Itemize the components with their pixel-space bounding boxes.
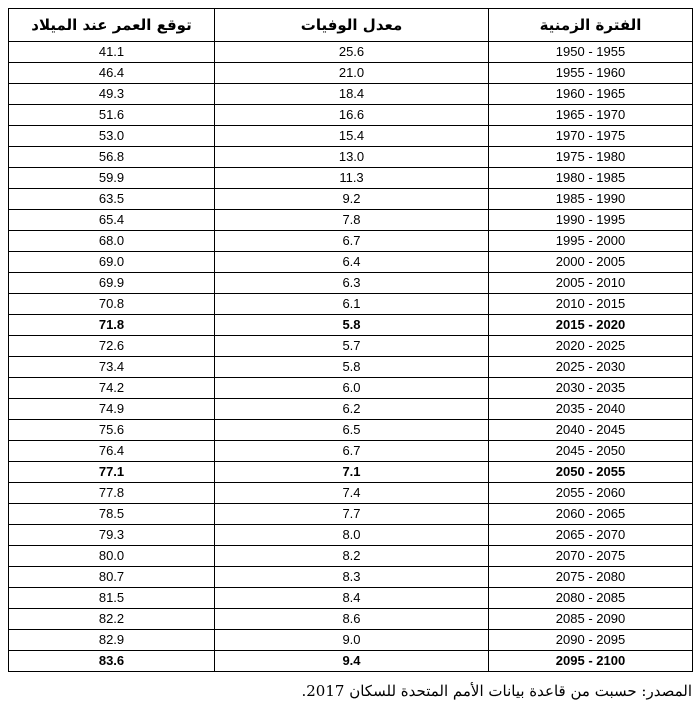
mortality-rate-cell: 13.0 bbox=[215, 147, 489, 168]
table-row bbox=[9, 462, 693, 483]
period-cell: 2005 - 2010 bbox=[489, 273, 693, 294]
mortality-rate-cell: 6.5 bbox=[215, 420, 489, 441]
life-expectancy-cell: 80.7 bbox=[9, 567, 215, 588]
table-row bbox=[9, 315, 693, 336]
life-expectancy-cell: 69.9 bbox=[9, 273, 215, 294]
life-expectancy-cell: 81.5 bbox=[9, 588, 215, 609]
period-cell: 2060 - 2065 bbox=[489, 504, 693, 525]
period-cell: 2080 - 2085 bbox=[489, 588, 693, 609]
table-row bbox=[9, 651, 693, 672]
life-expectancy-cell: 68.0 bbox=[9, 231, 215, 252]
period-cell: 1965 - 1970 bbox=[489, 105, 693, 126]
mortality-rate-cell: 6.7 bbox=[215, 231, 489, 252]
life-expectancy-cell: 71.8 bbox=[9, 315, 215, 336]
life-expectancy-cell: 41.1 bbox=[9, 42, 215, 63]
table-row bbox=[9, 483, 693, 504]
table-row bbox=[9, 273, 693, 294]
period-cell: 2070 - 2075 bbox=[489, 546, 693, 567]
mortality-rate-cell: 6.0 bbox=[215, 378, 489, 399]
period-cell: 2090 - 2095 bbox=[489, 630, 693, 651]
period-cell: 1980 - 1985 bbox=[489, 168, 693, 189]
mortality-rate-cell: 6.2 bbox=[215, 399, 489, 420]
mortality-rate-cell: 8.4 bbox=[215, 588, 489, 609]
period-cell: 2030 - 2035 bbox=[489, 378, 693, 399]
life-expectancy-cell: 49.3 bbox=[9, 84, 215, 105]
life-expectancy-cell: 78.5 bbox=[9, 504, 215, 525]
life-expectancy-cell: 77.1 bbox=[9, 462, 215, 483]
mortality-rate-cell: 8.0 bbox=[215, 525, 489, 546]
mortality-rate-cell: 7.1 bbox=[215, 462, 489, 483]
table-row bbox=[9, 168, 693, 189]
mortality-rate-cell: 6.7 bbox=[215, 441, 489, 462]
mortality-rate-cell: 9.4 bbox=[215, 651, 489, 672]
table-row bbox=[9, 336, 693, 357]
period-cell: 2020 - 2025 bbox=[489, 336, 693, 357]
life-expectancy-cell: 72.6 bbox=[9, 336, 215, 357]
source-note: المصدر: حسبت من قاعدة بيانات الأمم المتحدة للسكان 2017. bbox=[301, 682, 692, 700]
period-cell: 2015 - 2020 bbox=[489, 315, 693, 336]
life-expectancy-cell: 46.4 bbox=[9, 63, 215, 84]
mortality-rate-cell: 6.3 bbox=[215, 273, 489, 294]
table-header-row bbox=[9, 9, 693, 42]
table-row bbox=[9, 210, 693, 231]
mortality-rate-cell: 11.3 bbox=[215, 168, 489, 189]
life-expectancy-cell: 59.9 bbox=[9, 168, 215, 189]
life-expectancy-cell: 82.2 bbox=[9, 609, 215, 630]
life-expectancy-cell: 51.6 bbox=[9, 105, 215, 126]
period-cell: 2065 - 2070 bbox=[489, 525, 693, 546]
header-period: الفترة الزمنية bbox=[489, 9, 693, 42]
table-row bbox=[9, 294, 693, 315]
mortality-rate-cell: 7.8 bbox=[215, 210, 489, 231]
mortality-rate-cell: 16.6 bbox=[215, 105, 489, 126]
table-row bbox=[9, 147, 693, 168]
mortality-rate-cell: 18.4 bbox=[215, 84, 489, 105]
life-expectancy-cell: 63.5 bbox=[9, 189, 215, 210]
period-cell: 2000 - 2005 bbox=[489, 252, 693, 273]
table-row bbox=[9, 357, 693, 378]
table-row bbox=[9, 504, 693, 525]
mortality-rate-cell: 21.0 bbox=[215, 63, 489, 84]
data-table-container bbox=[8, 8, 692, 672]
life-expectancy-cell: 69.0 bbox=[9, 252, 215, 273]
table-body bbox=[9, 42, 693, 672]
table-row bbox=[9, 441, 693, 462]
period-cell: 1970 - 1975 bbox=[489, 126, 693, 147]
table-row bbox=[9, 525, 693, 546]
mortality-rate-cell: 5.8 bbox=[215, 315, 489, 336]
table-row bbox=[9, 189, 693, 210]
period-cell: 2075 - 2080 bbox=[489, 567, 693, 588]
table-row bbox=[9, 399, 693, 420]
period-cell: 2045 - 2050 bbox=[489, 441, 693, 462]
period-cell: 2035 - 2040 bbox=[489, 399, 693, 420]
table-row bbox=[9, 588, 693, 609]
mortality-rate-cell: 25.6 bbox=[215, 42, 489, 63]
table-row bbox=[9, 252, 693, 273]
header-life-expectancy: توقع العمر عند الميلاد bbox=[9, 9, 215, 42]
mortality-rate-cell: 9.0 bbox=[215, 630, 489, 651]
mortality-rate-cell: 9.2 bbox=[215, 189, 489, 210]
table-row bbox=[9, 42, 693, 63]
table-row bbox=[9, 378, 693, 399]
mortality-rate-cell: 6.1 bbox=[215, 294, 489, 315]
life-expectancy-cell: 65.4 bbox=[9, 210, 215, 231]
table-row bbox=[9, 63, 693, 84]
period-cell: 1950 - 1955 bbox=[489, 42, 693, 63]
table-row bbox=[9, 126, 693, 147]
period-cell: 1975 - 1980 bbox=[489, 147, 693, 168]
table-row bbox=[9, 105, 693, 126]
table-row bbox=[9, 420, 693, 441]
life-expectancy-cell: 70.8 bbox=[9, 294, 215, 315]
life-expectancy-cell: 74.2 bbox=[9, 378, 215, 399]
life-expectancy-cell: 74.9 bbox=[9, 399, 215, 420]
period-cell: 2050 - 2055 bbox=[489, 462, 693, 483]
period-cell: 2085 - 2090 bbox=[489, 609, 693, 630]
period-cell: 2055 - 2060 bbox=[489, 483, 693, 504]
table-row bbox=[9, 630, 693, 651]
table-row bbox=[9, 546, 693, 567]
period-cell: 2010 - 2015 bbox=[489, 294, 693, 315]
table-row bbox=[9, 567, 693, 588]
table-row bbox=[9, 84, 693, 105]
table-row bbox=[9, 609, 693, 630]
life-expectancy-cell: 75.6 bbox=[9, 420, 215, 441]
life-expectancy-cell: 53.0 bbox=[9, 126, 215, 147]
life-expectancy-cell: 73.4 bbox=[9, 357, 215, 378]
mortality-rate-cell: 15.4 bbox=[215, 126, 489, 147]
mortality-rate-cell: 8.6 bbox=[215, 609, 489, 630]
mortality-rate-cell: 5.7 bbox=[215, 336, 489, 357]
mortality-rate-cell: 7.4 bbox=[215, 483, 489, 504]
mortality-rate-cell: 6.4 bbox=[215, 252, 489, 273]
mortality-rate-cell: 7.7 bbox=[215, 504, 489, 525]
mortality-life-expectancy-table bbox=[8, 8, 693, 672]
mortality-rate-cell: 5.8 bbox=[215, 357, 489, 378]
life-expectancy-cell: 79.3 bbox=[9, 525, 215, 546]
life-expectancy-cell: 56.8 bbox=[9, 147, 215, 168]
life-expectancy-cell: 83.6 bbox=[9, 651, 215, 672]
life-expectancy-cell: 82.9 bbox=[9, 630, 215, 651]
life-expectancy-cell: 77.8 bbox=[9, 483, 215, 504]
header-mortality-rate: معدل الوفيات bbox=[215, 9, 489, 42]
period-cell: 1990 - 1995 bbox=[489, 210, 693, 231]
period-cell: 1955 - 1960 bbox=[489, 63, 693, 84]
period-cell: 1960 - 1965 bbox=[489, 84, 693, 105]
mortality-rate-cell: 8.2 bbox=[215, 546, 489, 567]
period-cell: 2025 - 2030 bbox=[489, 357, 693, 378]
period-cell: 2095 - 2100 bbox=[489, 651, 693, 672]
life-expectancy-cell: 80.0 bbox=[9, 546, 215, 567]
period-cell: 1985 - 1990 bbox=[489, 189, 693, 210]
table-row bbox=[9, 231, 693, 252]
period-cell: 2040 - 2045 bbox=[489, 420, 693, 441]
life-expectancy-cell: 76.4 bbox=[9, 441, 215, 462]
mortality-rate-cell: 8.3 bbox=[215, 567, 489, 588]
period-cell: 1995 - 2000 bbox=[489, 231, 693, 252]
